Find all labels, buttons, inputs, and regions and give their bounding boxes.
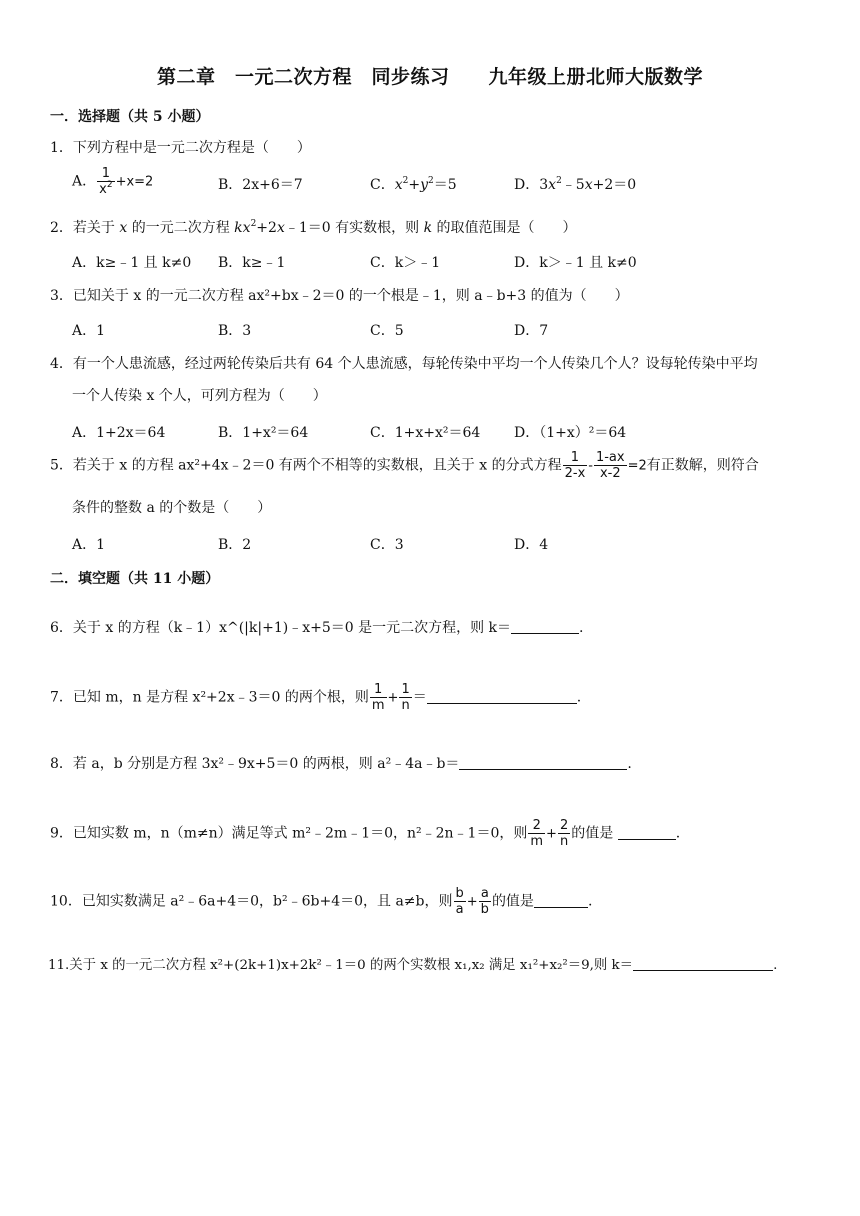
page-title: 第二章 一元二次方程 同步练习 九年级上册北师大版数学 — [156, 66, 703, 88]
question-4-option-a: A．1+2x＝64 — [72, 425, 166, 441]
question-5-option-d: D．4 — [514, 537, 549, 553]
question-7: 7．已知 m，n 是方程 x²+2x﹣3＝0 的两个根，则 $\frac{1}{m}$ + $\frac{1}{n}$ ＝ . — [50, 682, 582, 713]
section-heading-fill: 二．填空题（共 11 小题） — [50, 571, 220, 587]
question-5-option-a: A．1 — [72, 537, 106, 553]
question-2-option-d: D．k＞﹣1 且 k≠0 — [514, 255, 637, 271]
question-1-option-c: C．$x^2+y^2=5$ — [370, 176, 457, 193]
question-4-line-2: 一个人传染 x 个人，可列方程为（ ） — [72, 388, 327, 404]
question-1-option-d: D．$3x^2﹣5x+2=0$ — [514, 176, 637, 193]
question-2-option-b: B．k≥﹣1 — [218, 255, 286, 271]
question-4-option-d: D．（1+x）²＝64 — [514, 425, 627, 441]
question-3-option-c: C．5 — [370, 323, 404, 339]
question-1-stem: 1．下列方程中是一元二次方程是（ ） — [50, 140, 311, 156]
answer-blank-8[interactable] — [459, 755, 627, 770]
question-10: 10．已知实数满足 a²﹣6a+4＝0，b²﹣6b+4＝0，且 a≠b，则 $\frac{b}{a}$ + $\frac{a}{b}$ 的值是 . — [50, 886, 593, 917]
question-11: 11.关于 x 的一元二次方程 x²+(2k+1)x+2k²﹣1＝0 的两个实数根 x₁,x₂ 满足 x₁²+x₂²＝9,则 k＝ . — [48, 958, 778, 973]
question-1-option-a: A． $\frac{1}{x^2}$ +x=2 — [72, 166, 154, 197]
question-3-option-d: D．7 — [514, 323, 549, 339]
question-5-line-1: 5．若关于 x 的方程 ax²+4x﹣2＝0 有两个不相等的实数根，且关于 x 的分式方程 $\frac{1}{2-x}$ - $\frac{1-ax}{x-2}$ =2有正数解，则符合 — [50, 450, 759, 481]
question-5-option-b: B．2 — [218, 537, 252, 553]
question-3-stem: 3．已知关于 x 的一元二次方程 ax²+bx﹣2＝0 的一个根是﹣1，则 a﹣b+3 的值为（ ） — [50, 288, 629, 304]
question-2-option-c: C．k＞﹣1 — [370, 255, 441, 271]
question-1-option-b: B．2x+6＝7 — [218, 177, 303, 193]
question-5-option-c: C．3 — [370, 537, 404, 553]
question-2-stem: 2．若关于 x 的一元二次方程 $kx^2+2x﹣1=0$ 有实数根，则 k 的取值范围是（ ） — [50, 219, 577, 236]
question-6: 6．关于 x 的方程（k﹣1）x^(|k|+1)﹣x+5＝0 是一元二次方程，则 k＝ . — [50, 620, 584, 636]
answer-blank-11[interactable] — [633, 956, 773, 971]
question-4-option-c: C．1+x+x²＝64 — [370, 425, 481, 441]
question-4-option-b: B．1+x²＝64 — [218, 425, 309, 441]
question-3-option-a: A．1 — [72, 323, 106, 339]
answer-blank-7[interactable] — [427, 689, 577, 704]
question-4-line-1: 4．有一个人患流感，经过两轮传染后共有 64 个人患流感，每轮传染中平均一个人传染几个人？设每轮传染中平均 — [50, 356, 758, 372]
answer-blank-6[interactable] — [511, 619, 579, 634]
question-3-option-b: B．3 — [218, 323, 252, 339]
answer-blank-10[interactable] — [534, 893, 588, 908]
question-5-line-2: 条件的整数 a 的个数是（ ） — [72, 500, 272, 516]
section-heading-choice: 一．选择题（共 5 小题） — [50, 109, 210, 125]
answer-blank-9[interactable] — [618, 825, 676, 840]
question-2-option-a: A．k≥﹣1 且 k≠0 — [72, 255, 192, 271]
question-8: 8．若 a，b 分别是方程 3x²﹣9x+5＝0 的两根，则 a²﹣4a﹣b＝ . — [50, 756, 632, 772]
question-9: 9．已知实数 m，n（m≠n）满足等式 m²﹣2m﹣1＝0，n²﹣2n﹣1＝0，则 $\frac{2}{m}$ + $\frac{2}{n}$ 的值是 . — [50, 818, 681, 849]
